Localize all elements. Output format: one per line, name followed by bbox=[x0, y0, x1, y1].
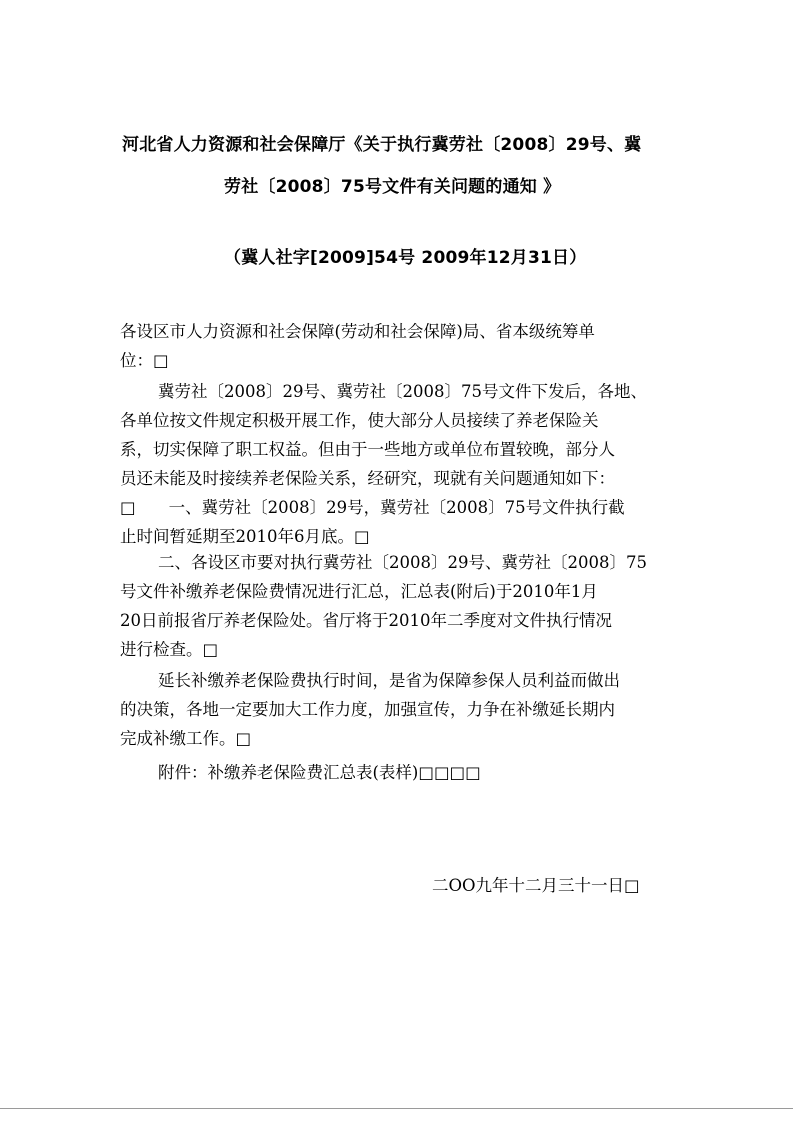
text-line: 二、各设区市要对执行冀劳社〔2008〕29号、冀劳社〔2008〕75 bbox=[158, 553, 647, 572]
text-line: 系，切实保障了职工权益。但由于一些地方或单位布置较晚，部分人 bbox=[120, 440, 615, 459]
text-line: 完成补缴工作。□ bbox=[120, 729, 252, 748]
text-line: 20日前报省厅养老保险处。省厅将于2010年二季度对文件执行情况 bbox=[120, 611, 612, 630]
signature-date: 二OO九年十二月三十一日□ bbox=[432, 876, 640, 895]
attachment-paragraph bbox=[120, 758, 680, 787]
document-title-line-1: 河北省人力资源和社会保障厅《关于执行冀劳社〔2008〕29号、冀 bbox=[122, 135, 642, 155]
page-bottom-divider bbox=[0, 1108, 793, 1109]
document-title-line-2: 劳社〔2008〕75号文件有关问题的通知 》 bbox=[224, 177, 561, 197]
document-number: （冀人社字[2009]54号 2009年12月31日） bbox=[224, 248, 587, 268]
attachment-line: 附件：补缴养老保险费汇总表(表样)□□□□ bbox=[158, 763, 481, 782]
text-line: 的决策，各地一定要加大工作力度，加强宣传，力争在补缴延长期内 bbox=[120, 700, 615, 719]
text-line: 位：□ bbox=[120, 351, 169, 370]
item-1-line: 止时间暂延期至2010年6月底。□ bbox=[120, 527, 370, 546]
text-line: 员还未能及时接续养老保险关系，经研究，现就有关问题通知如下： bbox=[120, 469, 615, 488]
item-1-line: □ 一、冀劳社〔2008〕29号，冀劳社〔2008〕75号文件执行截 bbox=[120, 498, 625, 517]
text-line: 号文件补缴养老保险费情况进行汇总，汇总表(附后)于2010年1月 bbox=[120, 582, 598, 601]
text-line: 延长补缴养老保险费执行时间，是省为保障参保人员利益而做出 bbox=[158, 671, 620, 690]
text-line: 进行检查。□ bbox=[120, 640, 219, 659]
text-line: 冀劳社〔2008〕29号、冀劳社〔2008〕75号文件下发后，各地、 bbox=[158, 382, 647, 401]
closing-paragraph bbox=[120, 666, 680, 753]
item-2-paragraph bbox=[120, 548, 680, 664]
text-line: 各单位按文件规定积极开展工作，使大部分人员接续了养老保险关 bbox=[120, 411, 599, 430]
intro-paragraph bbox=[120, 377, 680, 551]
text-line: 各设区市人力资源和社会保障(劳动和社会保障)局、省本级统筹单 bbox=[120, 322, 595, 341]
addressee-paragraph bbox=[120, 317, 680, 375]
